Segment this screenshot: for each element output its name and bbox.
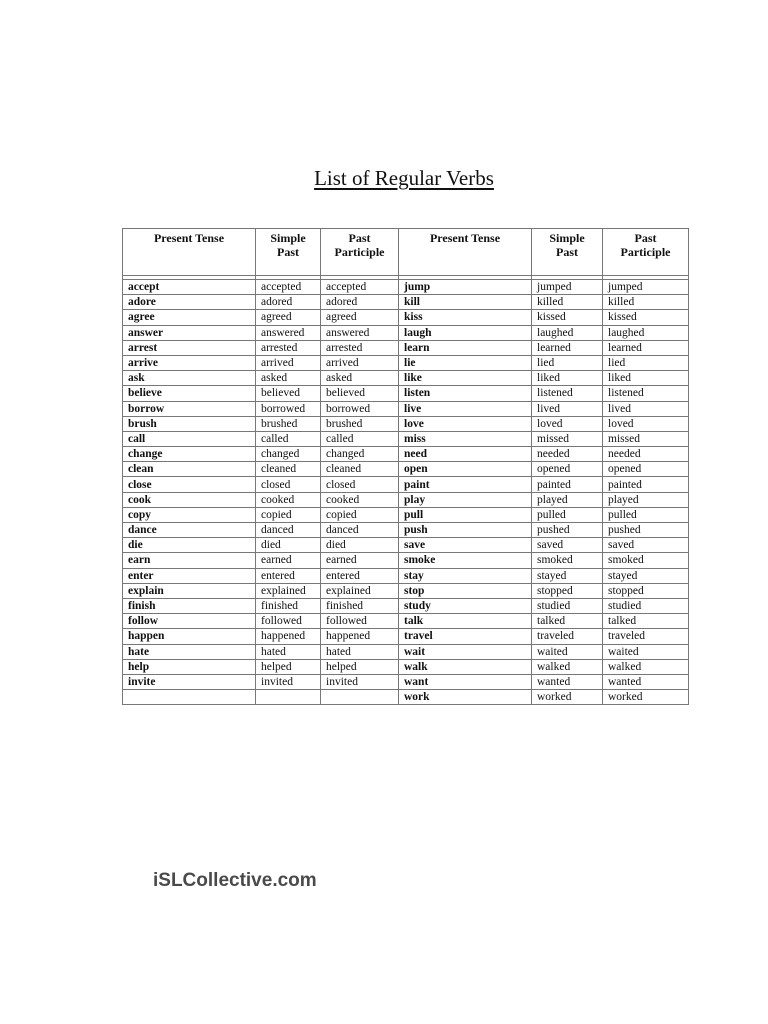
cell-present: love <box>399 416 532 431</box>
cell-simple-past: called <box>256 431 321 446</box>
cell-simple-past: missed <box>532 431 603 446</box>
cell-past-participle: killed <box>603 295 689 310</box>
cell-present: need <box>399 447 532 462</box>
cell-present: travel <box>399 629 532 644</box>
cell-simple-past: smoked <box>532 553 603 568</box>
cell-present: kiss <box>399 310 532 325</box>
cell-simple-past: stayed <box>532 568 603 583</box>
cell-simple-past: liked <box>532 371 603 386</box>
cell-past-participle: opened <box>603 462 689 477</box>
cell-simple-past: traveled <box>532 629 603 644</box>
table-row <box>123 371 689 386</box>
cell-present: believe <box>123 386 256 401</box>
cell-present: save <box>399 538 532 553</box>
cell-present: brush <box>123 416 256 431</box>
cell-simple-past: adored <box>256 295 321 310</box>
cell-simple-past: worked <box>532 690 603 705</box>
cell-simple-past: happened <box>256 629 321 644</box>
cell-present: call <box>123 431 256 446</box>
cell-simple-past: asked <box>256 371 321 386</box>
cell-simple-past: played <box>532 492 603 507</box>
cell-simple-past: answered <box>256 325 321 340</box>
cell-present: walk <box>399 659 532 674</box>
cell-simple-past: died <box>256 538 321 553</box>
cell-simple-past: wanted <box>532 674 603 689</box>
cell-past-participle: stayed <box>603 568 689 583</box>
cell-present: live <box>399 401 532 416</box>
cell-past-participle: loved <box>603 416 689 431</box>
cell-present: pull <box>399 507 532 522</box>
cell-present: enter <box>123 568 256 583</box>
cell-past-participle: cleaned <box>321 462 399 477</box>
cell-past-participle: saved <box>603 538 689 553</box>
verb-table-body <box>123 276 689 705</box>
header-present-tense-2: Present Tense <box>399 229 532 276</box>
cell-past-participle: learned <box>603 340 689 355</box>
cell-present <box>123 690 256 705</box>
cell-simple-past: finished <box>256 598 321 613</box>
cell-past-participle: danced <box>321 523 399 538</box>
header-past-participle-2: Past Participle <box>603 229 689 276</box>
cell-past-participle: copied <box>321 507 399 522</box>
table-row <box>123 507 689 522</box>
cell-simple-past: believed <box>256 386 321 401</box>
cell-past-participle: asked <box>321 371 399 386</box>
cell-simple-past <box>256 690 321 705</box>
cell-present: wait <box>399 644 532 659</box>
cell-past-participle: traveled <box>603 629 689 644</box>
table-row <box>123 598 689 613</box>
table-row <box>123 629 689 644</box>
cell-present: clean <box>123 462 256 477</box>
cell-present: hate <box>123 644 256 659</box>
table-row <box>123 447 689 462</box>
table-header-row <box>123 229 689 276</box>
cell-simple-past: changed <box>256 447 321 462</box>
cell-simple-past: painted <box>532 477 603 492</box>
cell-past-participle: kissed <box>603 310 689 325</box>
cell-past-participle: happened <box>321 629 399 644</box>
cell-past-participle: worked <box>603 690 689 705</box>
cell-past-participle: talked <box>603 614 689 629</box>
cell-past-participle: agreed <box>321 310 399 325</box>
cell-present: lie <box>399 355 532 370</box>
cell-simple-past: lied <box>532 355 603 370</box>
cell-past-participle: jumped <box>603 280 689 295</box>
cell-present: accept <box>123 280 256 295</box>
cell-present: cook <box>123 492 256 507</box>
cell-past-participle <box>321 690 399 705</box>
table-row <box>123 386 689 401</box>
cell-past-participle: lied <box>603 355 689 370</box>
cell-simple-past: needed <box>532 447 603 462</box>
table-row <box>123 690 689 705</box>
cell-present: arrive <box>123 355 256 370</box>
cell-present: die <box>123 538 256 553</box>
table-row <box>123 431 689 446</box>
cell-past-participle: wanted <box>603 674 689 689</box>
cell-past-participle: finished <box>321 598 399 613</box>
cell-present: stay <box>399 568 532 583</box>
header-present-tense: Present Tense <box>123 229 256 276</box>
cell-past-participle: answered <box>321 325 399 340</box>
cell-simple-past: entered <box>256 568 321 583</box>
table-row <box>123 492 689 507</box>
table-row <box>123 644 689 659</box>
table-row <box>123 553 689 568</box>
cell-present: close <box>123 477 256 492</box>
cell-simple-past: killed <box>532 295 603 310</box>
cell-simple-past: cooked <box>256 492 321 507</box>
cell-present: miss <box>399 431 532 446</box>
cell-past-participle: missed <box>603 431 689 446</box>
cell-present: smoke <box>399 553 532 568</box>
cell-past-participle: followed <box>321 614 399 629</box>
cell-present: push <box>399 523 532 538</box>
table-row <box>123 614 689 629</box>
cell-simple-past: accepted <box>256 280 321 295</box>
table-row <box>123 280 689 295</box>
cell-simple-past: opened <box>532 462 603 477</box>
cell-simple-past: pushed <box>532 523 603 538</box>
cell-past-participle: believed <box>321 386 399 401</box>
cell-simple-past: hated <box>256 644 321 659</box>
cell-past-participle: arrested <box>321 340 399 355</box>
cell-simple-past: talked <box>532 614 603 629</box>
cell-present: study <box>399 598 532 613</box>
cell-simple-past: waited <box>532 644 603 659</box>
cell-simple-past: danced <box>256 523 321 538</box>
cell-past-participle: cooked <box>321 492 399 507</box>
cell-simple-past: arrested <box>256 340 321 355</box>
site-watermark: iSLCollective.com <box>153 870 317 891</box>
table-row <box>123 355 689 370</box>
cell-past-participle: pushed <box>603 523 689 538</box>
cell-present: ask <box>123 371 256 386</box>
cell-past-participle: lived <box>603 401 689 416</box>
cell-past-participle: entered <box>321 568 399 583</box>
table-row <box>123 340 689 355</box>
cell-simple-past: kissed <box>532 310 603 325</box>
cell-past-participle: explained <box>321 583 399 598</box>
table-row <box>123 523 689 538</box>
cell-simple-past: invited <box>256 674 321 689</box>
cell-present: invite <box>123 674 256 689</box>
cell-simple-past: brushed <box>256 416 321 431</box>
cell-past-participle: helped <box>321 659 399 674</box>
header-past-participle: Past Participle <box>321 229 399 276</box>
cell-present: happen <box>123 629 256 644</box>
cell-simple-past: pulled <box>532 507 603 522</box>
cell-simple-past: stopped <box>532 583 603 598</box>
cell-simple-past: jumped <box>532 280 603 295</box>
table-row <box>123 583 689 598</box>
cell-present: adore <box>123 295 256 310</box>
cell-present: copy <box>123 507 256 522</box>
cell-past-participle: closed <box>321 477 399 492</box>
cell-past-participle: studied <box>603 598 689 613</box>
cell-simple-past: loved <box>532 416 603 431</box>
cell-present: listen <box>399 386 532 401</box>
cell-simple-past: copied <box>256 507 321 522</box>
cell-simple-past: earned <box>256 553 321 568</box>
cell-present: help <box>123 659 256 674</box>
cell-present: work <box>399 690 532 705</box>
cell-simple-past: lived <box>532 401 603 416</box>
cell-present: borrow <box>123 401 256 416</box>
cell-present: like <box>399 371 532 386</box>
cell-past-participle: smoked <box>603 553 689 568</box>
cell-simple-past: laughed <box>532 325 603 340</box>
cell-past-participle: arrived <box>321 355 399 370</box>
header-simple-past: Simple Past <box>256 229 321 276</box>
cell-past-participle: changed <box>321 447 399 462</box>
cell-past-participle: adored <box>321 295 399 310</box>
cell-present: paint <box>399 477 532 492</box>
cell-simple-past: borrowed <box>256 401 321 416</box>
cell-present: laugh <box>399 325 532 340</box>
cell-present: stop <box>399 583 532 598</box>
cell-past-participle: invited <box>321 674 399 689</box>
cell-past-participle: played <box>603 492 689 507</box>
cell-past-participle: earned <box>321 553 399 568</box>
cell-present: answer <box>123 325 256 340</box>
cell-simple-past: learned <box>532 340 603 355</box>
table-row <box>123 674 689 689</box>
cell-past-participle: brushed <box>321 416 399 431</box>
cell-present: earn <box>123 553 256 568</box>
cell-simple-past: listened <box>532 386 603 401</box>
table-row <box>123 538 689 553</box>
table-row <box>123 295 689 310</box>
cell-past-participle: hated <box>321 644 399 659</box>
cell-past-participle: called <box>321 431 399 446</box>
cell-present: talk <box>399 614 532 629</box>
page-title: List of Regular Verbs <box>314 166 494 190</box>
cell-present: learn <box>399 340 532 355</box>
cell-present: change <box>123 447 256 462</box>
table-row <box>123 325 689 340</box>
cell-simple-past: studied <box>532 598 603 613</box>
cell-simple-past: followed <box>256 614 321 629</box>
cell-present: arrest <box>123 340 256 355</box>
cell-present: explain <box>123 583 256 598</box>
table-row <box>123 462 689 477</box>
cell-past-participle: walked <box>603 659 689 674</box>
regular-verbs-table <box>122 228 689 705</box>
cell-simple-past: agreed <box>256 310 321 325</box>
cell-present: open <box>399 462 532 477</box>
cell-simple-past: explained <box>256 583 321 598</box>
table-row <box>123 568 689 583</box>
cell-simple-past: closed <box>256 477 321 492</box>
table-row <box>123 416 689 431</box>
cell-past-participle: painted <box>603 477 689 492</box>
cell-present: play <box>399 492 532 507</box>
cell-present: follow <box>123 614 256 629</box>
cell-past-participle: accepted <box>321 280 399 295</box>
cell-simple-past: arrived <box>256 355 321 370</box>
cell-present: finish <box>123 598 256 613</box>
cell-present: want <box>399 674 532 689</box>
cell-past-participle: liked <box>603 371 689 386</box>
cell-simple-past: helped <box>256 659 321 674</box>
cell-past-participle: died <box>321 538 399 553</box>
table-row <box>123 477 689 492</box>
table-row <box>123 310 689 325</box>
cell-past-participle: listened <box>603 386 689 401</box>
cell-present: dance <box>123 523 256 538</box>
cell-past-participle: borrowed <box>321 401 399 416</box>
cell-simple-past: saved <box>532 538 603 553</box>
table-row <box>123 401 689 416</box>
cell-simple-past: walked <box>532 659 603 674</box>
cell-past-participle: pulled <box>603 507 689 522</box>
cell-present: jump <box>399 280 532 295</box>
cell-past-participle: stopped <box>603 583 689 598</box>
table-row <box>123 659 689 674</box>
cell-past-participle: needed <box>603 447 689 462</box>
cell-past-participle: waited <box>603 644 689 659</box>
cell-past-participle: laughed <box>603 325 689 340</box>
cell-present: kill <box>399 295 532 310</box>
cell-present: agree <box>123 310 256 325</box>
cell-simple-past: cleaned <box>256 462 321 477</box>
header-simple-past-2: Simple Past <box>532 229 603 276</box>
